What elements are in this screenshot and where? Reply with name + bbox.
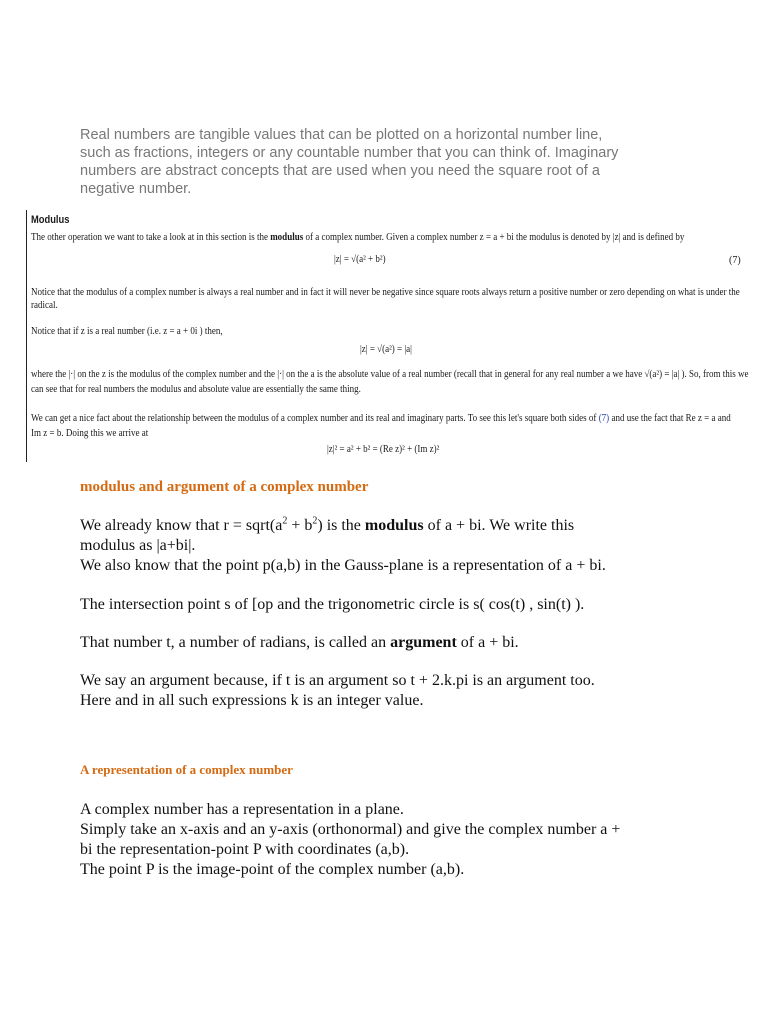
modulus-term: modulus (270, 232, 304, 243)
modulus-line: Im z = b. Doing this we arrive at (31, 428, 149, 439)
superscript: 2 (312, 515, 318, 527)
modulus-text: The other operation we want to take a look at in this section is the (31, 232, 271, 243)
modulus-text: of a complex number. Given a complex number z = a + bi the modulus is denoted by |z| and is defined by (303, 232, 685, 243)
modulus-text: We can get a nice fact about the relationship between the modulus of a complex number and its real and imaginary parts. To see this let's square both sides of (31, 413, 599, 424)
equation-modulus: |z| = √(a² + b²) (334, 254, 386, 265)
text-fragment: We already know that r = sqrt(a (80, 517, 283, 534)
equation-real-modulus: |z| = √(a²) = |a| (360, 344, 412, 355)
text-line: The point P is the image-point of the complex number (a,b). (80, 861, 465, 878)
modulus-line: where the |·| on the z is the modulus of the complex number and the |·| on the a is the absolute value of a real number (recall that in general for any real number a we have √(a²) = |a| ). So, from this we (31, 369, 749, 380)
equation-squared-modulus: |z|² = a² + b² = (Re z)² + (Im z)² (327, 444, 440, 455)
intro-line: negative number. (80, 181, 192, 197)
modulus-heading: Modulus (31, 214, 70, 226)
text-fragment: ) is the (317, 517, 365, 534)
modulus-line: Notice that if z is a real number (i.e. z = a + 0i ) then, (31, 326, 223, 337)
modulus-line: radical. (31, 300, 58, 311)
text-fragment: of a + bi. (456, 634, 519, 651)
intersection-paragraph: The intersection point s of [op and the trigonometric circle is s( cos(t) , sin(t) ). (80, 596, 585, 613)
modulus-text: and use the fact that Re z = a and (609, 413, 731, 424)
modulus-line (31, 412, 731, 425)
modulus-line (31, 231, 684, 244)
text-line: Here and in all such expressions k is an integer value. (80, 692, 424, 709)
modulus-line: Notice that the modulus of a complex number is always a real number and in fact it will never be negative since square roots always return a positive number or zero depending on what is under the (31, 287, 740, 298)
equation-reference-link[interactable]: (7) (598, 413, 610, 424)
modulus-paragraph (80, 516, 606, 576)
argument-paragraph (80, 633, 519, 653)
superscript: 2 (282, 515, 288, 527)
text-fragment: of a + bi. We write this (423, 517, 575, 534)
text-line: We also know that the point p(a,b) in the Gauss-plane is a representation of a + bi. (80, 557, 606, 574)
equation-number: (7) (729, 255, 741, 266)
text-line: We say an argument because, if t is an argument so t + 2.k.pi is an argument too. (80, 672, 595, 689)
text-line: bi the representation-point P with coordinates (a,b). (80, 841, 410, 858)
intro-line: such as fractions, integers or any countable number that you can think of. Imaginary (80, 145, 619, 161)
text-line: Simply take an x-axis and an y-axis (orthonormal) and give the complex number a + (80, 821, 621, 838)
modulus-excerpt (26, 210, 749, 462)
intro-line: Real numbers are tangible values that can be plotted on a horizontal number line, (80, 127, 603, 143)
intro-paragraph (80, 126, 660, 198)
text-fragment: + b (287, 517, 313, 534)
text-line (80, 516, 606, 536)
section-title-modulus-argument: modulus and argument of a complex number (80, 479, 369, 495)
argument-bold: argument (390, 634, 457, 651)
text-line: modulus as |a+bi|. (80, 537, 196, 554)
representation-paragraph (80, 800, 620, 880)
modulus-bold: modulus (364, 517, 424, 534)
intro-line: numbers are abstract concepts that are used when you need the square root of a (80, 163, 600, 179)
modulus-line: can see that for real numbers the modulus and absolute value are essentially the same thing. (31, 384, 361, 395)
argument-note-paragraph (80, 671, 595, 711)
section-title-representation: A representation of a complex number (80, 762, 293, 777)
text-line: A complex number has a representation in a plane. (80, 801, 404, 818)
text-fragment: That number t, a number of radians, is called an (80, 634, 391, 651)
